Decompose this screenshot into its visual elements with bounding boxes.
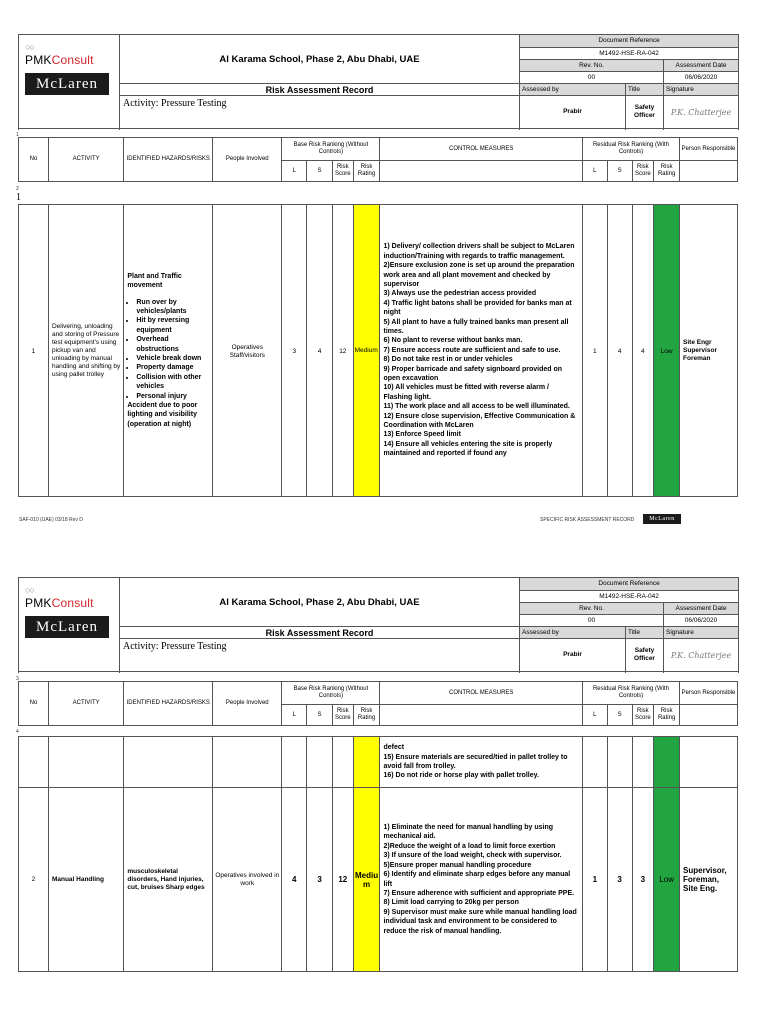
col-l: L (282, 161, 307, 182)
empty-cell (48, 737, 123, 788)
control-item: 3) Always use the pedestrian access provided (383, 290, 537, 298)
risk-rows-page-2 (18, 736, 738, 972)
marker: 1 (16, 192, 21, 203)
control-item: 7) Ensure access route are sufficient and safe to use. (383, 346, 561, 354)
row-number: 1 (19, 205, 49, 497)
control-item: 9) Proper barricade and safety signboard provided on open excavation (383, 365, 563, 383)
people-cell: Operatives Staff/visitors (213, 205, 282, 497)
record-title: Risk Assessment Record (120, 84, 520, 96)
control-item: 2)Reduce the weight of a load to limit force exertion (383, 842, 556, 850)
col-r-risk-score: Risk Score (632, 705, 654, 726)
doc-ref-label: Document Reference (520, 578, 739, 591)
person-responsible-cell: Supervisor, Foreman, Site Eng. (680, 788, 738, 972)
activity-cell: Delivering, unloading and storing of Pressure test equipment's using pickup van and unloading by manual handling and shifting by using pallet trolley (48, 205, 123, 497)
hazard-item: • Personal injury (136, 392, 209, 401)
column-header-2 (18, 681, 738, 726)
col-people: People Involved (213, 682, 282, 726)
hazard-item: • Run over by vehicles/plants (136, 298, 209, 317)
footer-left: SAF-010 (UAE) 03/18 Rev D (19, 517, 83, 523)
assessment-date-value: 06/06/2020 (664, 72, 739, 84)
pmk-logo: PMKConsult (25, 53, 94, 67)
empty-cell (680, 737, 738, 788)
assessment-date-value: 06/06/2020 (664, 615, 739, 627)
assessor-title: Safety Officer (626, 96, 664, 129)
control-item: 10) All vehicles must be fitted with reverse alarm / Flashing light. (383, 384, 549, 401)
control-item: 4) Traffic light batons shall be provided for banks man at night (383, 299, 572, 317)
control-item: 1) Eliminate the need for manual handling by using mechanical aid. (383, 824, 554, 841)
col-hazards: IDENTIFIED HAZARDS/RISKS (124, 682, 213, 726)
base-rating: Medium (353, 205, 380, 497)
person-responsible-cell: Site Engr Supervisor Foreman (680, 205, 738, 497)
control-measures-cell (380, 737, 582, 788)
col-person-responsible: Person Responsible (680, 682, 738, 705)
mclaren-logo: McLaren (25, 73, 109, 95)
assessed-by-label: Assessed by (520, 84, 626, 96)
row-number: 2 (19, 788, 49, 972)
signature-label: Signature (664, 627, 739, 639)
base-score: 12 (332, 788, 353, 972)
hazard-tail: Accident due to poor lighting and visibility (operation at night) (127, 402, 198, 428)
hazard-item: • Property damage (136, 363, 209, 372)
col-r-risk-rating: Risk Rating (654, 161, 680, 182)
hazards-cell: musculoskeletal disorders, Hand injuries, cut, bruises Sharp edges (124, 788, 213, 972)
residual-rating: Low (654, 788, 680, 972)
control-item: 5)Ensure proper manual handling procedure (383, 861, 532, 869)
assessed-by-label: Assessed by (520, 627, 626, 639)
control-measures-cell (380, 788, 582, 972)
empty-cell (632, 737, 654, 788)
col-residual-ranking: Residual Risk Ranking (With Controls) (582, 138, 679, 161)
footer-mclaren-logo: McLaren (643, 514, 681, 524)
activity-cell: Manual Handling (48, 788, 123, 972)
col-risk-rating: Risk Rating (353, 705, 380, 726)
col-activity: ACTIVITY (48, 682, 123, 726)
risk-row-1-continued (19, 737, 738, 788)
control-item: 9) Supervisor must make sure while manual handling load individual task and environment to be considered to reduce the risk of manual handling. (383, 908, 577, 935)
marker: 3 (16, 676, 19, 682)
col-residual-ranking: Residual Risk Ranking (With Controls) (582, 682, 679, 705)
control-item: defect (383, 744, 405, 752)
footer-right: SPECIFIC RISK ASSESSMENT RECORD (540, 517, 635, 523)
col-risk-score: Risk Score (332, 705, 353, 726)
assessment-date-label: Assessment Date (664, 60, 739, 72)
empty-cell (213, 737, 282, 788)
base-s: 4 (307, 205, 333, 497)
base-score: 12 (332, 205, 353, 497)
rev-value: 00 (520, 72, 664, 84)
residual-score: 3 (632, 788, 654, 972)
control-item: 7) Ensure adherence with sufficient and appropriate PPE. (383, 889, 575, 897)
assessor-name: Prabir (520, 96, 626, 129)
control-item: 14) Ensure all vehicles entering the site is properly maintained and reported if found any (383, 440, 553, 458)
hazards-cell (124, 205, 213, 497)
empty-cell (124, 737, 213, 788)
signature-image: P.K. Chatterjee (664, 639, 739, 672)
col-l: L (282, 705, 307, 726)
base-s: 3 (307, 788, 333, 972)
control-item: 12) Ensure close supervision, Effective Communication & Coordination with McLaren (383, 412, 576, 430)
project-title: Al Karama School, Phase 2, Abu Dhabi, UAE (120, 578, 520, 627)
activity-label: Activity: Pressure Testing (120, 96, 520, 129)
empty-cell (582, 737, 607, 788)
column-header-1 (18, 137, 738, 182)
pmk-circles-icon: ○○ (25, 42, 34, 52)
col-blank (380, 161, 582, 182)
base-rating: Medium (353, 788, 380, 972)
record-title: Risk Assessment Record (120, 627, 520, 639)
activity-label: Activity: Pressure Testing (120, 639, 520, 672)
logo-cell (19, 35, 120, 129)
assessor-name: Prabir (520, 639, 626, 672)
empty-cell (282, 737, 307, 788)
col-s: S (307, 161, 333, 182)
control-item: 13) Enforce Speed limit (383, 431, 461, 439)
signature-label: Signature (664, 84, 739, 96)
col-r-risk-score: Risk Score (632, 161, 654, 182)
residual-l: 1 (582, 788, 607, 972)
col-base-ranking: Base Risk Ranking (Without Controls) (282, 138, 380, 161)
assessment-date-label: Assessment Date (664, 603, 739, 615)
rev-label: Rev. No. (520, 60, 664, 72)
hazard-item: • Hit by reversing equipment (136, 316, 209, 335)
residual-s: 3 (607, 788, 632, 972)
project-title: Al Karama School, Phase 2, Abu Dhabi, UAE (120, 35, 520, 84)
mclaren-logo: McLaren (25, 616, 109, 638)
col-r-l: L (582, 161, 607, 182)
control-item: 11) The work place and all access to be well illuminated. (383, 403, 570, 411)
marker: 2 (16, 186, 19, 192)
col-blank (380, 705, 582, 726)
doc-ref-label: Document Reference (520, 35, 739, 48)
col-blank (680, 705, 738, 726)
col-base-ranking: Base Risk Ranking (Without Controls) (282, 682, 380, 705)
col-hazards: IDENTIFIED HAZARDS/RISKS (124, 138, 213, 182)
residual-score: 4 (632, 205, 654, 497)
col-r-s: S (607, 161, 632, 182)
header-table-2 (18, 577, 739, 672)
control-item: 15) Ensure materials are secured/tied in pallet trolley to avoid fall from trolley. (383, 753, 568, 770)
control-measures-cell (380, 205, 582, 497)
col-no: No (19, 682, 49, 726)
hazard-item: • Collision with other vehicles (136, 373, 209, 392)
doc-ref-value: M1492-HSE-RA-042 (520, 48, 739, 60)
control-item: 8) Do not take rest in or under vehicles (383, 356, 513, 364)
col-people: People Involved (213, 138, 282, 182)
control-item: 8) Limit load carrying to 20kg per person (383, 899, 519, 907)
base-l: 4 (282, 788, 307, 972)
col-control-measures: CONTROL MEASURES (380, 682, 582, 705)
empty-cell (19, 737, 49, 788)
residual-l: 1 (582, 205, 607, 497)
control-item: 16) Do not ride or horse play with pallet trolley. (383, 772, 539, 780)
header-table-1 (18, 34, 739, 129)
empty-cell (607, 737, 632, 788)
col-r-risk-rating: Risk Rating (654, 705, 680, 726)
pmk-logo: PMKConsult (25, 596, 94, 610)
base-rating-continued (353, 737, 380, 788)
col-r-s: S (607, 705, 632, 726)
people-cell: Operatives involved in work (213, 788, 282, 972)
control-item: 3) If unsure of the load weight, check with supervisor. (383, 852, 562, 860)
control-item: 2)Ensure exclusion zone is set up around the preparation work area and all plant movement and checked by supervisor (383, 262, 575, 288)
assessor-title: Safety Officer (626, 639, 664, 672)
hazard-item: • Vehicle break down (136, 354, 209, 363)
hazard-item: • Overhead obstructions (136, 335, 209, 354)
col-no: No (19, 138, 49, 182)
col-risk-rating: Risk Rating (353, 161, 380, 182)
base-l: 3 (282, 205, 307, 497)
rev-label: Rev. No. (520, 603, 664, 615)
control-item: 5) All plant to have a fully trained banks man present all times. (383, 318, 569, 335)
col-activity: ACTIVITY (48, 138, 123, 182)
col-risk-score: Risk Score (332, 161, 353, 182)
risk-row-1 (18, 204, 738, 497)
col-r-l: L (582, 705, 607, 726)
hazard-list (127, 298, 209, 401)
col-control-measures: CONTROL MEASURES (380, 138, 582, 161)
pmk-circles-icon: ○○ (25, 585, 34, 595)
residual-rating-continued (654, 737, 680, 788)
control-item: 6) No plant to reverse without banks man. (383, 337, 523, 345)
col-s: S (307, 705, 333, 726)
control-item: 6) Identify and eliminate sharp edges before any manual lift (383, 871, 571, 888)
col-blank (680, 161, 738, 182)
empty-cell (307, 737, 333, 788)
residual-s: 4 (607, 205, 632, 497)
signature-image: P.K. Chatterjee (664, 96, 739, 129)
col-person-responsible: Person Responsible (680, 138, 738, 161)
title-label: Title (626, 84, 664, 96)
control-item: 1) Delivery/ collection drivers shall be subject to McLaren induction/Training with regards to traffic management. (383, 243, 575, 260)
doc-ref-value: M1492-HSE-RA-042 (520, 591, 739, 603)
empty-cell (332, 737, 353, 788)
title-label: Title (626, 627, 664, 639)
hazard-title: Plant and Traffic movement (127, 272, 182, 290)
residual-rating: Low (654, 205, 680, 497)
marker: 4 (16, 729, 19, 735)
marker: 1 (16, 132, 19, 138)
rev-value: 00 (520, 615, 664, 627)
risk-row-2 (19, 788, 738, 972)
logo-cell (19, 578, 120, 672)
